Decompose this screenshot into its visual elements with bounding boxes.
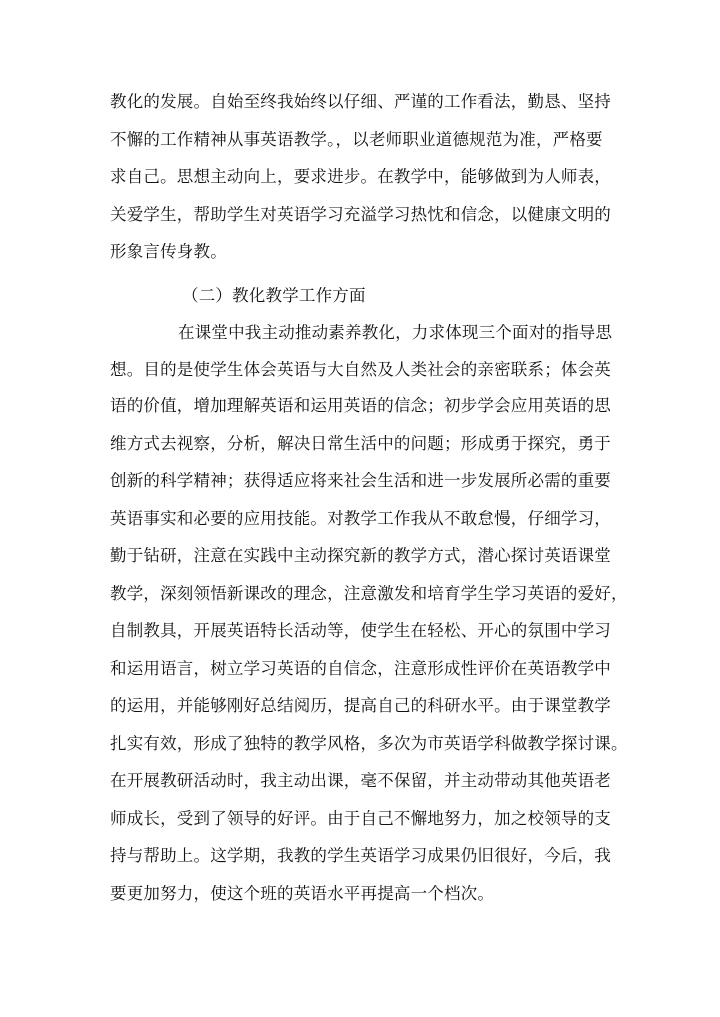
paragraph-line: 的运用，并能够刚好总结阅历，提高自己的科研水平。由于课堂教学: [110, 696, 611, 715]
paragraph-line: 在课堂中我主动推动素养教化，力求体现三个面对的指导思: [178, 323, 613, 342]
paragraph-line: 勤于钻研，注意在实践中主动探究新的教学方式，潜心探讨英语课堂: [110, 546, 611, 565]
paragraph-line: 师成长，受到了领导的好评。由于自己不懈地努力，加之校领导的支: [110, 809, 611, 828]
paragraph-line: 英语事实和必要的应用技能。对教学工作我从不敢怠慢，仔细学习，: [110, 509, 611, 528]
section-heading: （二）教化教学工作方面: [182, 286, 366, 305]
paragraph-line: 持与帮助上。这学期，我教的学生英语学习成果仍旧很好，今后，我: [110, 846, 611, 865]
paragraph-line: 创新的科学精神；获得适应将来社会生活和进一步发展所必需的重要: [110, 471, 611, 490]
paragraph-line: 维方式去视察，分析，解决日常生活中的问题；形成勇于探究，勇于: [110, 434, 611, 453]
paragraph-line: 想。目的是使学生体会英语与大自然及人类社会的亲密联系；体会英: [110, 360, 611, 379]
paragraph-line: 在开展教研活动时，我主动出课，毫不保留，并主动带动其他英语老: [110, 771, 611, 790]
paragraph-line: 要更加努力，使这个班的英语水平再提高一个档次。: [110, 884, 495, 903]
paragraph-line: 和运用语言，树立学习英语的自信念，注意形成性评价在英语教学中: [110, 659, 611, 678]
paragraph-line: 扎实有效，形成了独特的教学风格，多次为市英语学科做教学探讨课。: [110, 734, 628, 753]
paragraph-line: 语的价值，增加理解英语和运用英语的信念；初步学会应用英语的思: [110, 396, 611, 415]
paragraph-line: 不懈的工作精神从事英语教学。，以老师职业道德规范为准，严格要: [110, 130, 603, 149]
paragraph-line: 形象言传身教。: [110, 242, 227, 261]
paragraph-line: 教化的发展。自始至终我始终以仔细、严谨的工作看法，勤恳、坚持: [110, 92, 611, 111]
paragraph-line: 关爱学生，帮助学生对英语学习充溢学习热忱和信念，以健康文明的: [110, 205, 611, 224]
paragraph-line: 求自己。思想主动向上，要求进步。在教学中，能够做到为人师表，: [110, 167, 611, 186]
paragraph-line: 自制教具，开展英语特长活动等，使学生在轻松、开心的氛围中学习: [110, 621, 611, 640]
paragraph-line: 教学，深刻领悟新课改的理念，注意激发和培育学生学习英语的爱好，: [110, 584, 628, 603]
